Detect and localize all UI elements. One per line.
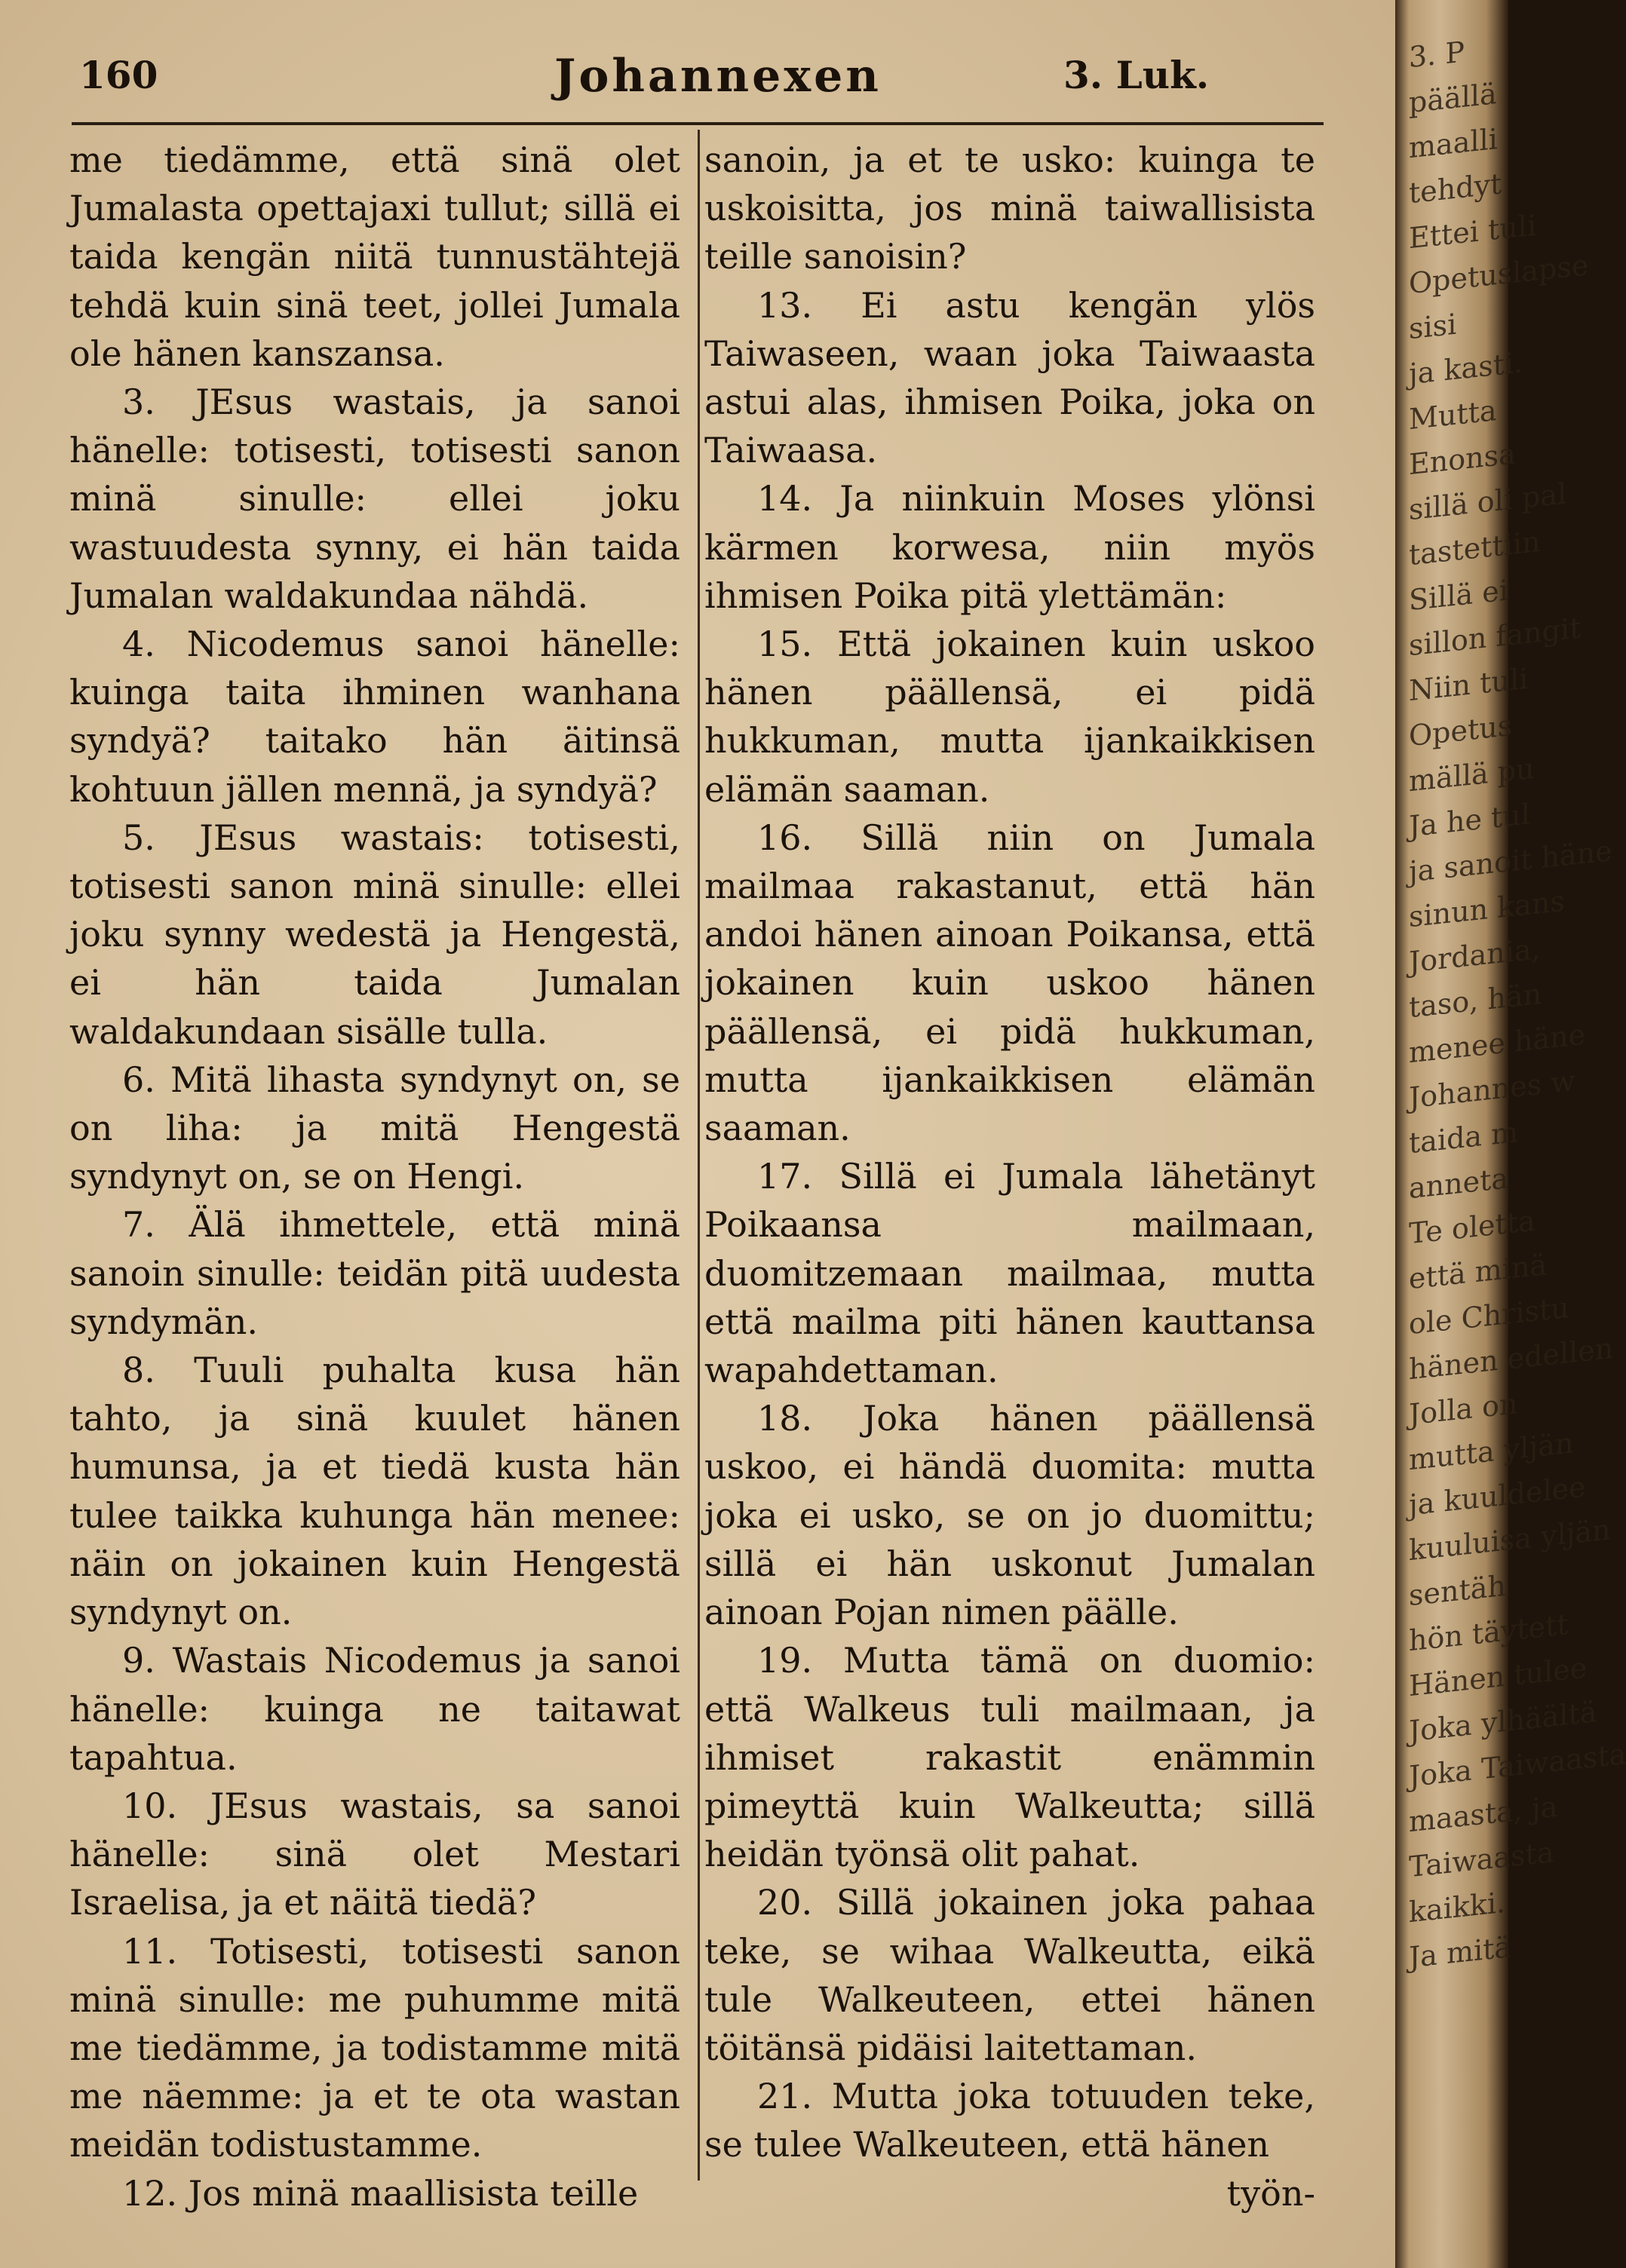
verse-paragraph: 19. Mutta tämä on duomio: että Walkeus tuli mailmaan, ja ihmiset rakastit enämmin pimeyttä kuin Walkeutta; sillä heidän työnsä olit pahat. — [704, 1640, 1315, 1875]
verse-paragraph: 14. Ja niinkuin Moses ylönsi kärmen korwesa, niin myös ihmisen Poika pitä ylettämän: — [704, 478, 1315, 616]
column-divider — [698, 130, 700, 2181]
verse-paragraph: 6. Mitä lihasta syndynyt on, se on liha: ja mitä Hengestä syndynyt on, se on Hengi. — [69, 1059, 680, 1197]
verse-paragraph: 16. Sillä niin on Jumala mailmaa rakastanut, että hän andoi hänen ainoan Poikansa, että jokainen kuin uskoo hänen päällensä, ei pidä hukkuman, mutta ijankaikkisen elämän saaman. — [704, 817, 1315, 1149]
verse-paragraph: 7. Älä ihmettele, että minä sanoin sinulle: teidän pitä uudesta syndymän. — [69, 1204, 680, 1342]
verse-paragraph: 18. Joka hänen päällensä uskoo, ei händä duomita: mutta joka ei usko, se on jo duomittu; sillä ei hän uskonut Jumalan ainoan Pojan nimen päälle. — [704, 1398, 1315, 1633]
right-column — [704, 136, 1315, 2217]
verse-paragraph: 21. Mutta joka totuuden teke, se tulee Walkeuteen, että hänen — [704, 2076, 1315, 2165]
verse-paragraph: 15. Että jokainen kuin uskoo hänen päällensä, ei pidä hukkuman, mutta ijankaikkisen elämän saaman. — [704, 624, 1315, 810]
verse-paragraph: 3. JEsus wastais, ja sanoi hänelle: totisesti, totisesti sanon minä sinulle: ellei joku wastuudesta synny, ei hän taida Jumalan waldakundaa nähdä. — [69, 382, 680, 616]
verse-paragraph: 8. Tuuli puhalta kusa hän tahto, ja sinä kuulet hänen humunsa, ja et tiedä kusta hän tulee taikka kuhunga hän menee: näin on jokainen kuin Hengestä syndynyt on. — [69, 1350, 680, 1633]
verse-paragraph: 9. Wastais Nicodemus ja sanoi hänelle: kuinga ne taitawat tapahtua. — [69, 1640, 680, 1778]
header-rule — [72, 122, 1324, 125]
verse-paragraph: me tiedämme, että sinä olet Jumalasta opettajaxi tullut; sillä ei taida kengän niitä tunnustähtejä tehdä kuin sinä teet, jollei Jumala ole hänen kanszansa. — [69, 139, 680, 374]
verse-paragraph: 20. Sillä jokainen joka pahaa teke, se wihaa Walkeutta, eikä tule Walkeuteen, ettei hänen töitänsä pidäisi laitettaman. — [704, 1882, 1315, 2068]
verse-paragraph: sanoin, ja et te usko: kuinga te uskoisitta, jos minä taiwallisista teille sanoisin? — [704, 139, 1315, 277]
verse-paragraph: 5. JEsus wastais: totisesti, totisesti sanon minä sinulle: ellei joku synny wedestä ja Hengestä, ei hän taida Jumalan waldakundaan sisälle tulla. — [69, 817, 680, 1052]
page-number: 160 — [79, 53, 158, 97]
left-column — [69, 136, 680, 2217]
verse-paragraph: 4. Nicodemus sanoi hänelle: kuinga taita ihminen wanhana syndyä? taitako hän äitinsä kohtuun jällen mennä, ja syndyä? — [69, 624, 680, 810]
adjacent-page-edge — [1395, 0, 1626, 2268]
verse-paragraph: 10. JEsus wastais, sa sanoi hänelle: sinä olet Mestari Israelisa, ja et näitä tiedä? — [69, 1785, 680, 1923]
verse-paragraph: 12. Jos minä maallisista teille — [122, 2172, 639, 2214]
verse-paragraph: 13. Ei astu kengän ylös Taiwaseen, waan joka Taiwaasta astui alas, ihmisen Poika, joka on Taiwaasa. — [704, 284, 1315, 471]
verse-paragraph: 11. Totisesti, totisesti sanon minä sinulle: me puhumme mitä me tiedämme, ja todistamme mitä me näemme: ja et te ota wastan meidän todistustamme. — [69, 1930, 680, 2165]
catchword: työn- — [1226, 2172, 1315, 2214]
running-head: Johannexen — [554, 50, 882, 103]
adjacent-page-fragments: 3. P päällä maalli tehdyt Ettei tuli Opetuslapse sisi ja kasti. Mutta Enonsa sillä oli pal tastettiin Sillä ei sillon fangit Niin tuli Opetus mällä pu Ja he tul ja sanoit häne sinun kans Jordania, taso, hän menee häne Johannes w taida m anneta Te oletta että minä ole Christu hänen edellen Jolla on mutta yljän ja kuuldelee kuuluisa yljän sentäh hön täytett Hänen tulee Joka ylhäältä Joka Taiwaasta maasta, ja Taiwaasta kaikki. Ja mitä — [1409, 35, 1626, 1975]
page-header — [72, 50, 1316, 113]
verse-paragraph: 17. Sillä ei Jumala lähetänyt Poikaansa mailmaan, duomitzemaan mailmaa, mutta että mailma piti hänen kauttansa wapahdettaman. — [704, 1156, 1315, 1391]
chapter-label: 3. Luk. — [1063, 53, 1210, 97]
